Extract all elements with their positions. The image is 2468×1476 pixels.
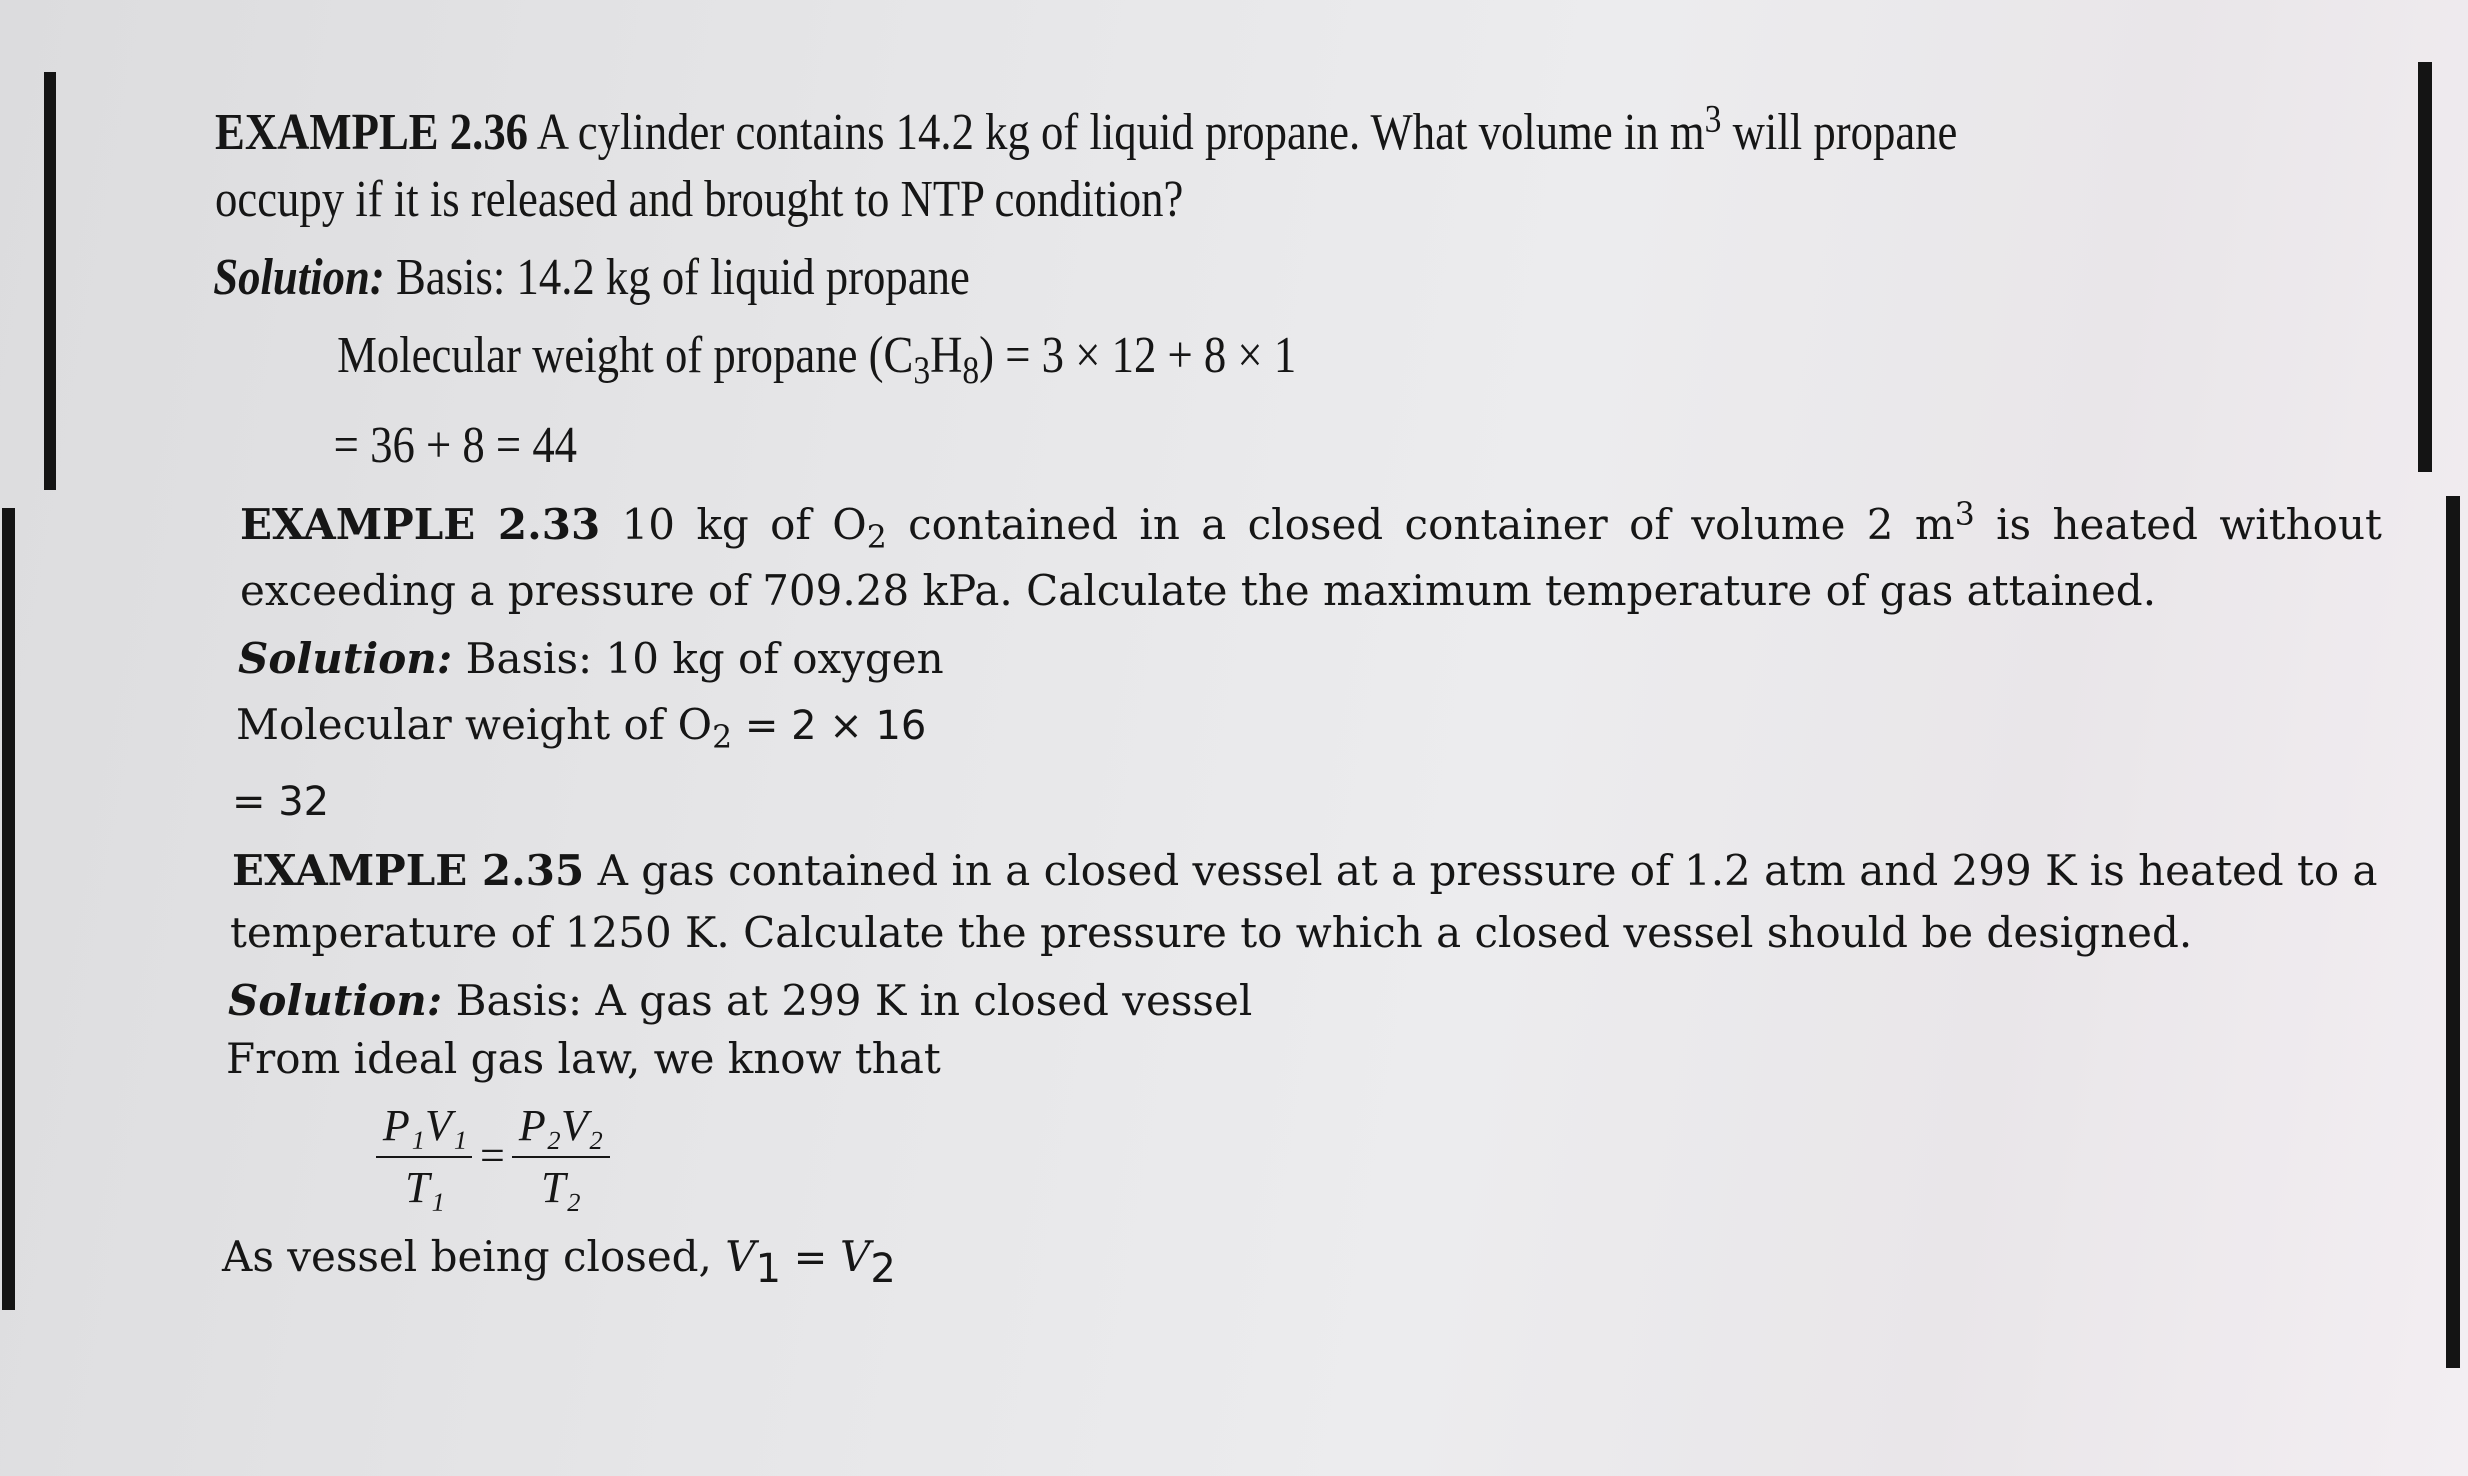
rhs-numerator: P₂V₂ [518,1101,604,1150]
subscript: 2 [870,1246,896,1293]
example-label: EXAMPLE 2.36 [215,104,529,161]
subscript: 2 [866,519,887,556]
ideal-gas-law-text [226,1034,941,1083]
result-text: = 32 [232,779,330,825]
equals-text: = [781,1235,841,1281]
subscript: 8 [962,348,980,392]
variable: V [840,1232,871,1281]
subscript: 2 [712,719,733,756]
example-text: A cylinder contains 14.2 kg of liquid propane. What volume in m [528,104,1705,161]
formula-text: ) = 3 × 12 + 8 × 1 [979,327,1297,384]
lhs-fraction-bar [376,1156,472,1158]
rhs-fraction-bar [512,1156,610,1158]
example-label: EXAMPLE 2.35 [232,846,585,895]
ideal-gas-equation [376,1100,636,1230]
formula-text: H [930,327,963,384]
example-2-33-solution [238,634,944,683]
example-text: is heated without [1974,500,2382,549]
example-2-35-solution [228,976,1252,1025]
example-text: will propane [1721,104,1958,161]
lhs-numerator: P₁V₁ [382,1101,468,1150]
example-2-33-line-2 [240,566,2156,615]
solution-label: Solution: [213,249,385,306]
left-edge-bar-lower [2,508,15,1310]
example-2-33-molecular-weight [236,700,927,756]
example-text: 10 kg of O [600,500,867,549]
right-edge-bar-lower [2446,496,2460,1368]
example-2-36-solution [213,248,970,307]
variable: V [725,1232,756,1281]
superscript: 3 [1954,496,1975,533]
subscript: 3 [913,348,931,392]
solution-text: Basis: 10 kg of oxygen [452,634,944,683]
lhs-denominator: T₁ [405,1163,445,1212]
result-text: = 36 + 8 = 44 [333,417,578,474]
superscript: 3 [1704,97,1722,141]
left-edge-bar-upper [44,72,56,490]
statement-text: As vessel being closed, [222,1232,726,1281]
example-text: occupy if it is released and brought to NTP condition? [215,171,1184,228]
closed-vessel-statement [222,1232,896,1293]
example-2-36-molecular-weight [337,326,1297,392]
example-2-36-line-2 [215,170,1183,229]
formula-text: Molecular weight of O [236,700,713,749]
formula-text: = 2 × 16 [732,703,927,749]
equals-sign: = [480,1131,505,1180]
solution-text: Basis: 14.2 kg of liquid propane [384,249,970,306]
right-edge-bar-upper [2418,62,2432,472]
example-2-36-line-1 [215,97,1958,162]
example-2-33-result [232,776,329,825]
rhs-denominator: T₂ [541,1163,581,1212]
ideal-gas-text: From ideal gas law, we know that [226,1034,941,1083]
solution-text: Basis: A gas at 299 K in closed vessel [442,976,1253,1025]
example-label: EXAMPLE 2.33 [240,500,601,549]
example-2-36-result [334,416,577,475]
example-2-35-line-1 [232,846,2378,895]
formula-text: Molecular weight of propane (C [337,327,914,384]
subscript: 1 [755,1246,782,1293]
example-text: exceeding a pressure of 709.28 kPa. Calculate the maximum temperature of gas attained. [240,566,2157,615]
example-text: temperature of 1250 K. Calculate the pressure to which a closed vessel should be designed. [230,908,2193,957]
solution-label: Solution: [228,976,443,1025]
example-text: contained in a closed container of volume 2 m [886,500,1955,549]
example-2-33-line-1 [240,496,2382,556]
solution-label: Solution: [238,634,453,683]
example-2-35-line-2 [230,908,2192,957]
example-text: A gas contained in a closed vessel at a pressure of 1.2 atm and 299 K is heated to a [584,846,2378,895]
